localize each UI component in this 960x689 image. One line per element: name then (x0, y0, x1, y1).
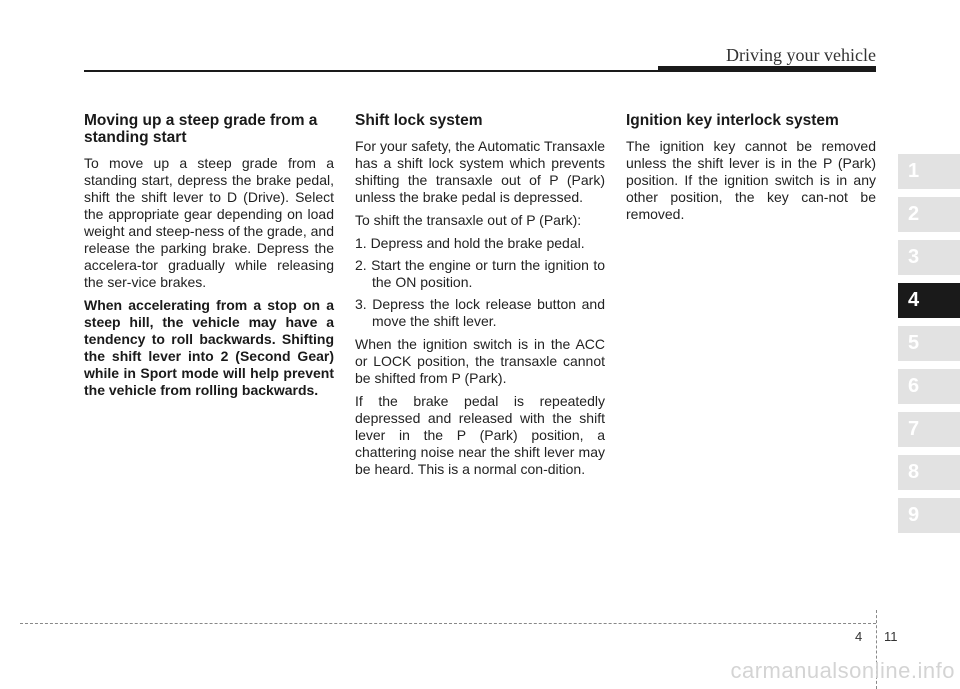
column-steep-grade (84, 112, 334, 405)
chapter-tabs (898, 154, 960, 541)
shift-lock-intro: For your safety, the Automatic Transaxle has a shift lock system which prevents shifting the transaxle out of P (Park) unless the brake pedal is depressed. (355, 138, 605, 205)
steep-grade-warning: When accelerating from a stop on a steep hill, the vehicle may have a tendency to roll backwards. Shifting the shift lever into 2 (Second Gear) while in Sport mode will help prevent the vehicle from rolling backwards. (84, 297, 334, 398)
ignition-interlock-body: The ignition key cannot be removed unless the shift lever is in the P (Park) position. If the ignition switch is in any other position, the key can-not be removed. (626, 138, 876, 222)
chapter-tab-3[interactable]: 3 (898, 240, 960, 275)
shift-lock-steps (355, 235, 605, 330)
watermark: carmanualsonline.info (730, 658, 955, 683)
steep-grade-body: To move up a steep grade from a standing start, depress the brake pedal, shift the shift lever to D (Drive). Select the appropriate gear depending on load weight and steep-ness of the grade, and release the parking brake. Depress the accelera-tor gradually while releasing the ser-vice brakes. (84, 155, 334, 290)
shift-lock-step: 1. Depress and hold the brake pedal. (355, 235, 585, 251)
column-shift-lock (355, 112, 605, 484)
chapter-tab-4[interactable]: 4 (898, 283, 960, 318)
ignition-interlock-heading: Ignition key interlock system (626, 112, 839, 129)
column-ignition-interlock (626, 112, 876, 229)
shift-lock-note-acc: When the ignition switch is in the ACC or LOCK position, the transaxle cannot be shifted from P (Park). (355, 336, 605, 386)
chapter-tab-5[interactable]: 5 (898, 326, 960, 361)
shift-lock-heading: Shift lock system (355, 112, 483, 129)
header-rule (84, 70, 658, 72)
shift-lock-steps-intro: To shift the transaxle out of P (Park): (355, 212, 582, 228)
chapter-tab-9[interactable]: 9 (898, 498, 960, 533)
footer-rule (20, 623, 876, 624)
chapter-tab-2[interactable]: 2 (898, 197, 960, 232)
chapter-tab-8[interactable]: 8 (898, 455, 960, 490)
chapter-tab-7[interactable]: 7 (898, 412, 960, 447)
steep-grade-heading: Moving up a steep grade from a standing start (84, 112, 318, 146)
chapter-tab-6[interactable]: 6 (898, 369, 960, 404)
shift-lock-note-chatter: If the brake pedal is repeatedly depressed and released with the shift lever in the P (Park) position, a chattering noise near the shift lever may be heard. This is a normal con-dition. (355, 393, 605, 477)
page-number: 11 (884, 629, 898, 644)
header-title: Driving your vehicle (726, 45, 876, 65)
chapter-tab-1[interactable]: 1 (898, 154, 960, 189)
page-chapter: 4 (855, 629, 863, 644)
shift-lock-step: 2. Start the engine or turn the ignition to the ON position. (355, 257, 605, 290)
header-rule-thick (658, 66, 876, 72)
shift-lock-step: 3. Depress the lock release button and move the shift lever. (355, 296, 605, 329)
